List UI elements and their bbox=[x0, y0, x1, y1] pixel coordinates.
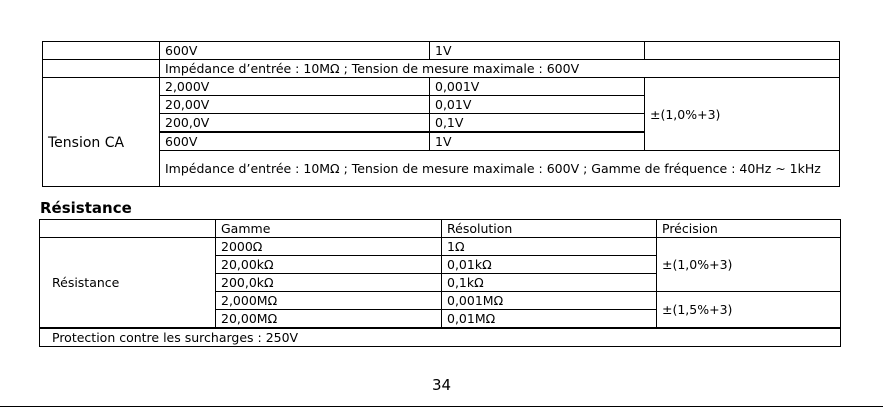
resistance-spec-table bbox=[39, 219, 841, 347]
range-cell: 200,0V bbox=[160, 114, 430, 133]
range-cell: 600V bbox=[160, 42, 430, 60]
resolution-cell: 1Ω bbox=[442, 238, 657, 256]
overload-protection-note: Protection contre les surcharges : 250V bbox=[40, 328, 841, 347]
range-cell: 2000Ω bbox=[216, 238, 442, 256]
ac-voltage-label bbox=[43, 78, 160, 187]
resolution-cell: 0,01kΩ bbox=[442, 256, 657, 274]
range-cell: 2,000MΩ bbox=[216, 292, 442, 310]
resolution-cell: 0,01MΩ bbox=[442, 310, 657, 329]
resolution-cell: 0,1V bbox=[430, 114, 645, 133]
bottom-divider bbox=[0, 406, 883, 407]
ac-voltage-spec-table bbox=[42, 41, 840, 187]
resolution-cell: 1V bbox=[430, 42, 645, 60]
accuracy-cell: ±(1,0%+3) bbox=[657, 238, 841, 292]
column-header-resolution: Résolution bbox=[442, 220, 657, 238]
resolution-cell: 0,1kΩ bbox=[442, 274, 657, 292]
range-cell: 20,00MΩ bbox=[216, 310, 442, 329]
ac-voltage-note: Impédance d’entrée : 10MΩ ; Tension de mesure maximale : 600V ; Gamme de fréquence : 40Hz ~ 1kHz bbox=[160, 151, 840, 187]
empty-label-cell bbox=[43, 60, 160, 78]
range-cell: 200,0kΩ bbox=[216, 274, 442, 292]
accuracy-cell: ±(1,0%+3) bbox=[645, 78, 840, 151]
column-header-range: Gamme bbox=[216, 220, 442, 238]
empty-label-cell bbox=[43, 42, 160, 60]
page-number: 34 bbox=[431, 376, 452, 394]
section-title: Résistance bbox=[40, 199, 132, 217]
resolution-cell: 0,001MΩ bbox=[442, 292, 657, 310]
ac-voltage-label-text: Tension CA bbox=[48, 134, 125, 151]
range-cell: 20,00V bbox=[160, 96, 430, 114]
accuracy-cell bbox=[645, 42, 840, 60]
resolution-cell: 0,01V bbox=[430, 96, 645, 114]
resistance-label: Résistance bbox=[40, 238, 216, 329]
range-cell: 2,000V bbox=[160, 78, 430, 96]
resolution-cell: 0,001V bbox=[430, 78, 645, 96]
accuracy-cell: ±(1,5%+3) bbox=[657, 292, 841, 329]
input-impedance-note: Impédance d’entrée : 10MΩ ; Tension de mesure maximale : 600V bbox=[160, 60, 840, 78]
empty-header-cell bbox=[40, 220, 216, 238]
resolution-cell: 1V bbox=[430, 132, 645, 151]
range-cell: 600V bbox=[160, 132, 430, 151]
range-cell: 20,00kΩ bbox=[216, 256, 442, 274]
column-header-accuracy: Précision bbox=[657, 220, 841, 238]
